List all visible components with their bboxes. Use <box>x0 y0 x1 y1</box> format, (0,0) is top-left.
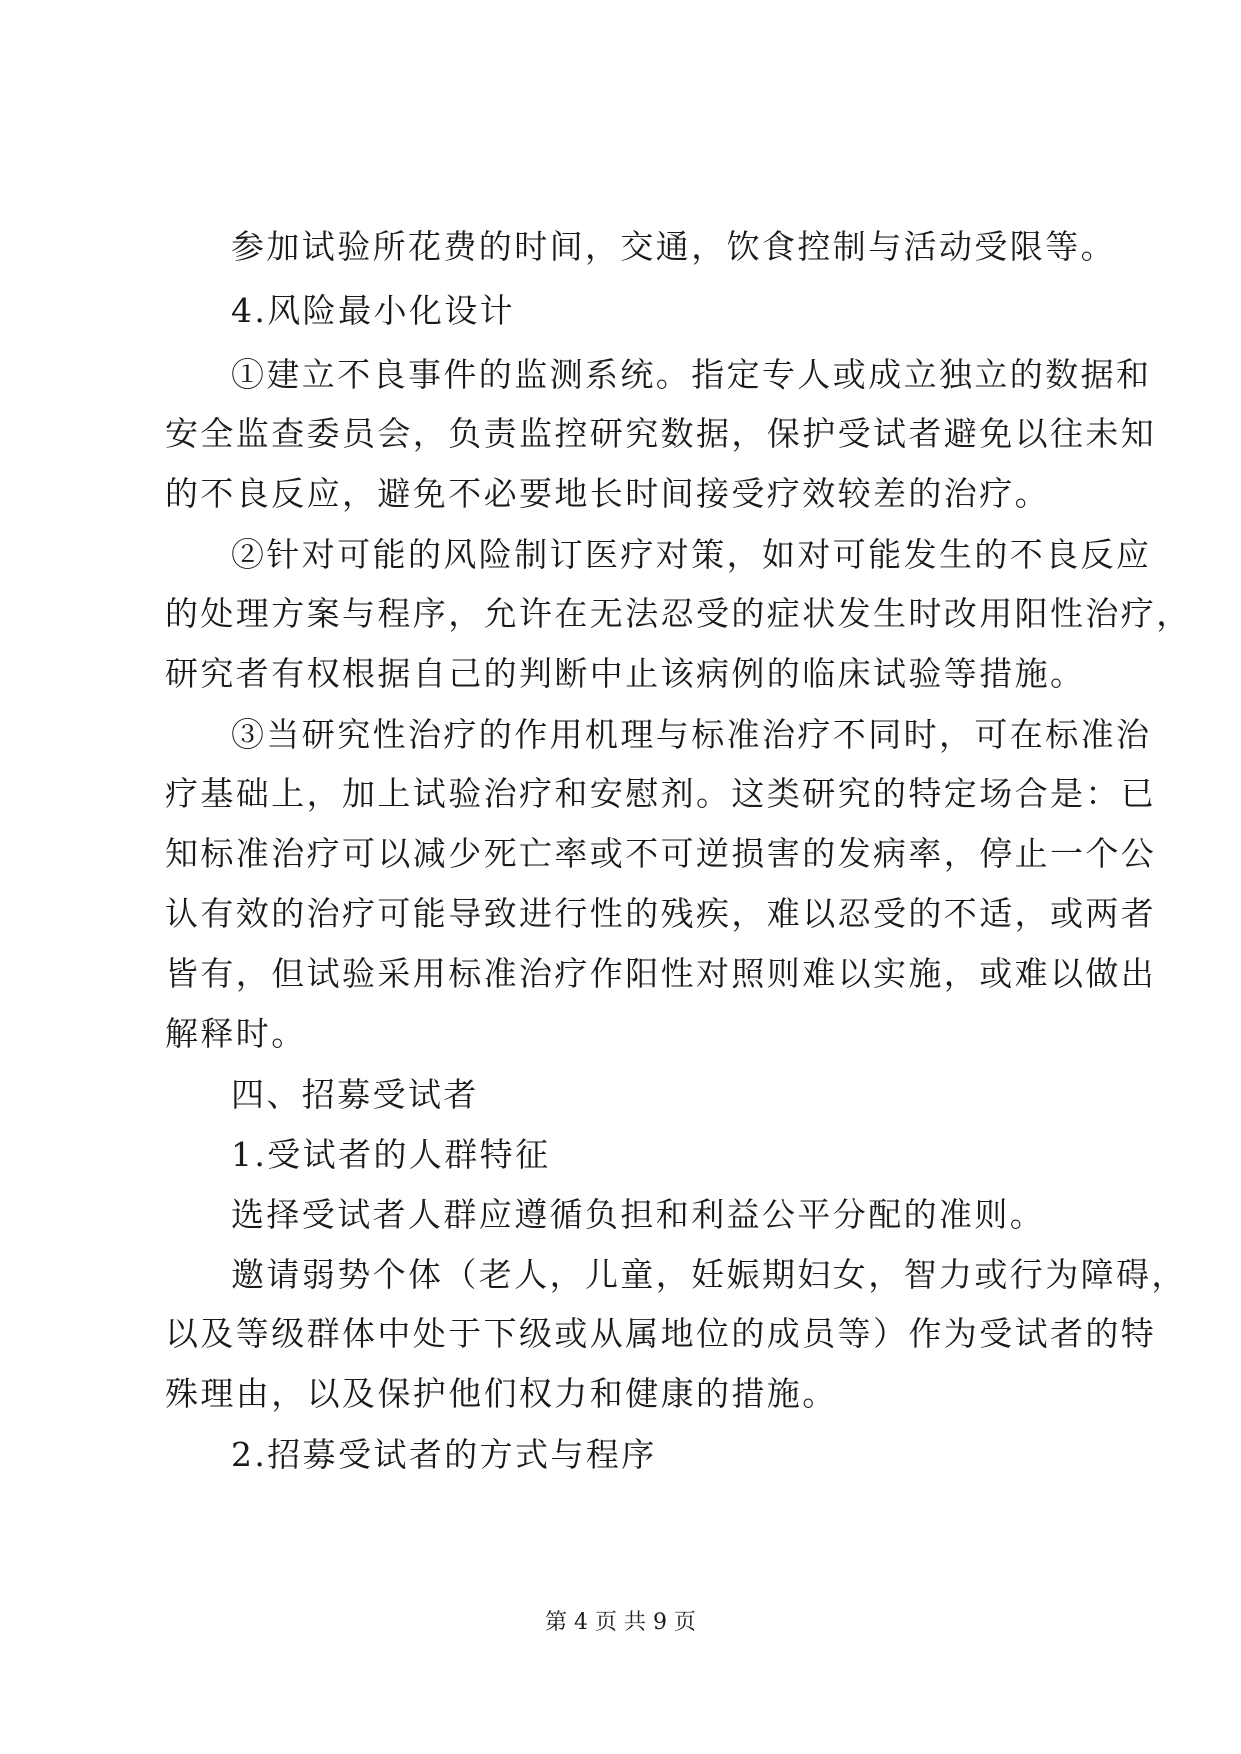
text-line: 殊理由，以及保护他们权力和健康的措施。 <box>165 1374 838 1413</box>
page-number-footer: 第 4 页 共 9 页 <box>545 1610 696 1635</box>
text-line: 的处理方案与程序，允许在无法忍受的症状发生时改用阳性治疗， <box>165 594 1192 633</box>
text-line: ①建立不良事件的监测系统。指定专人或成立独立的数据和 <box>231 355 1152 394</box>
text-line: 皆有，但试验采用标准治疗作阳性对照则难以实施，或难以做出 <box>165 954 1157 993</box>
text-line: 研究者有权根据自己的判断中止该病例的临床试验等措施。 <box>165 654 1086 693</box>
text-line: ②针对可能的风险制订医疗对策，如对可能发生的不良反应 <box>231 535 1152 574</box>
section-heading: 1.受试者的人群特征 <box>231 1135 551 1174</box>
text-line: 安全监查委员会，负责监控研究数据，保护受试者避免以往未知 <box>165 414 1157 453</box>
text-line: ③当研究性治疗的作用机理与标准治疗不同时，可在标准治 <box>231 715 1152 754</box>
text-line: 的不良反应，避免不必要地长时间接受疗效较差的治疗。 <box>165 474 1050 513</box>
text-line: 认有效的治疗可能导致进行性的残疾，难以忍受的不适，或两者 <box>165 894 1157 933</box>
text-line: 邀请弱势个体（老人，儿童，妊娠期妇女，智力或行为障碍， <box>231 1255 1187 1294</box>
text-line: 解释时。 <box>165 1014 307 1053</box>
section-heading: 2.招募受试者的方式与程序 <box>231 1435 657 1474</box>
section-heading: 四、招募受试者 <box>231 1075 479 1114</box>
text-line: 知标准治疗可以减少死亡率或不可逆损害的发病率，停止一个公 <box>165 834 1157 873</box>
text-line: 选择受试者人群应遵循负担和利益公平分配的准则。 <box>231 1195 1046 1234</box>
text-line: 疗基础上，加上试验治疗和安慰剂。这类研究的特定场合是：已 <box>165 774 1157 813</box>
section-heading: 4.风险最小化设计 <box>231 291 516 330</box>
text-line: 以及等级群体中处于下级或从属地位的成员等）作为受试者的特 <box>165 1314 1157 1353</box>
text-line: 参加试验所花费的时间，交通，饮食控制与活动受限等。 <box>231 227 1116 266</box>
